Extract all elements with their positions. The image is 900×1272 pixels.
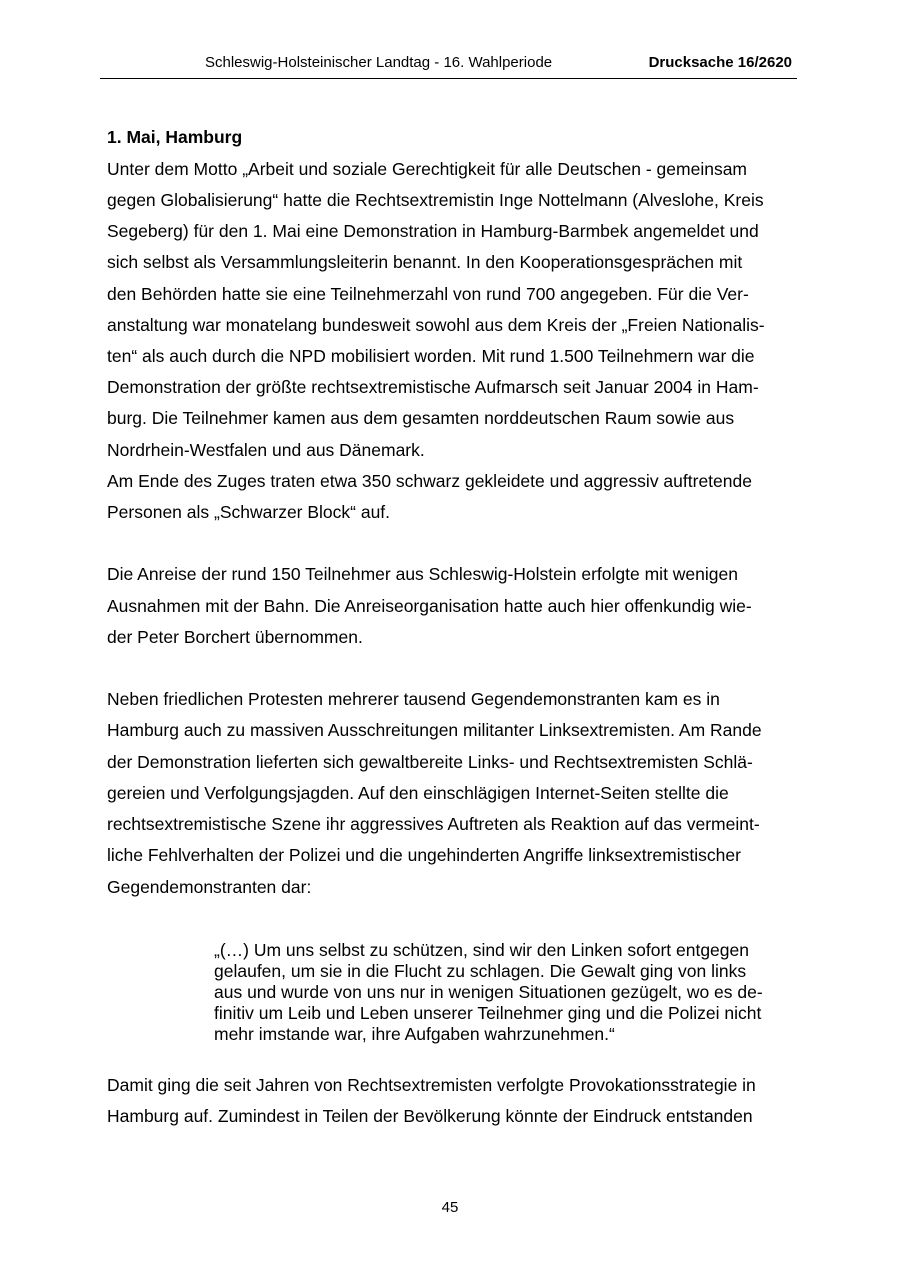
paragraph-line: Neben friedlichen Protesten mehrerer tausend Gegendemonstranten kam es in: [107, 689, 720, 709]
quote-line: aus und wurde von uns nur in wenigen Situationen gezügelt, wo es de-: [214, 982, 763, 1002]
paragraph-line: Unter dem Motto „Arbeit und soziale Gerechtigkeit für alle Deutschen - gemeinsam: [107, 159, 748, 179]
paragraph-line: sich selbst als Versammlungsleiterin benannt. In den Kooperationsgesprächen mit: [107, 252, 743, 272]
paragraph-line: den Behörden hatte sie eine Teilnehmerzahl von rund 700 angegeben. Für die Ver-: [107, 284, 749, 304]
paragraph-line: Hamburg auch zu massiven Ausschreitungen militanter Linksextremisten. Am Rande: [107, 720, 762, 740]
paragraph-line: Gegendemonstranten dar:: [107, 877, 312, 897]
paragraph-line: Die Anreise der rund 150 Teilnehmer aus Schleswig-Holstein erfolgte mit wenigen: [107, 564, 738, 584]
paragraph-line: Am Ende des Zuges traten etwa 350 schwarz gekleidete und aggressiv auftretende: [107, 471, 752, 491]
paragraph-line: der Demonstration lieferten sich gewaltbereite Links- und Rechtsextremisten Schlä-: [107, 752, 753, 772]
paragraph-line: gegen Globalisierung“ hatte die Rechtsextremistin Inge Nottelmann (Alveslohe, Kreis: [107, 190, 764, 210]
quote-line: „(…) Um uns selbst zu schützen, sind wir den Linken sofort entgegen: [214, 940, 749, 960]
header-title: Schleswig-Holsteinischer Landtag - 16. Wahlperiode: [205, 54, 553, 71]
paragraph-line: Ausnahmen mit der Bahn. Die Anreiseorganisation hatte auch hier offenkundig wie-: [107, 596, 752, 616]
paragraph-line: Demonstration der größte rechtsextremistische Aufmarsch seit Januar 2004 in Ham-: [107, 377, 759, 397]
paragraph-line: anstaltung war monatelang bundesweit sowohl aus dem Kreis der „Freien Nationalis-: [107, 315, 765, 335]
paragraph-line: rechtsextremistische Szene ihr aggressives Auftreten als Reaktion auf das vermeint-: [107, 814, 760, 834]
quote-line: mehr imstande war, ihre Aufgaben wahrzunehmen.“: [214, 1024, 615, 1044]
paragraph-line: liche Fehlverhalten der Polizei und die ungehinderten Angriffe linksextremistischer: [107, 845, 741, 865]
page-number: 45: [441, 1199, 459, 1216]
paragraph-line: burg. Die Teilnehmer kamen aus dem gesamten norddeutschen Raum sowie aus: [107, 408, 735, 428]
paragraph-line: Hamburg auf. Zumindest in Teilen der Bevölkerung könnte der Eindruck entstanden: [107, 1106, 753, 1126]
page-header: [100, 52, 797, 79]
paragraph-line: Damit ging die seit Jahren von Rechtsextremisten verfolgte Provokationsstrategie in: [107, 1075, 756, 1095]
section-heading: 1. Mai, Hamburg: [107, 127, 243, 147]
paragraph-line: ten“ als auch durch die NPD mobilisiert worden. Mit rund 1.500 Teilnehmern war die: [107, 346, 755, 366]
paragraph-line: Nordrhein-Westfalen und aus Dänemark.: [107, 440, 425, 460]
header-doc-number: Drucksache 16/2620: [648, 54, 792, 71]
paragraph-line: der Peter Borchert übernommen.: [107, 627, 363, 647]
paragraph-line: gereien und Verfolgungsjagden. Auf den einschlägigen Internet-Seiten stellte die: [107, 783, 729, 803]
quote-line: gelaufen, um sie in die Flucht zu schlagen. Die Gewalt ging von links: [214, 961, 747, 981]
paragraph-line: Personen als „Schwarzer Block“ auf.: [107, 502, 391, 522]
quote-line: finitiv um Leib und Leben unserer Teilnehmer ging und die Polizei nicht: [214, 1003, 762, 1023]
paragraph-line: Segeberg) für den 1. Mai eine Demonstration in Hamburg-Barmbek angemeldet und: [107, 221, 759, 241]
